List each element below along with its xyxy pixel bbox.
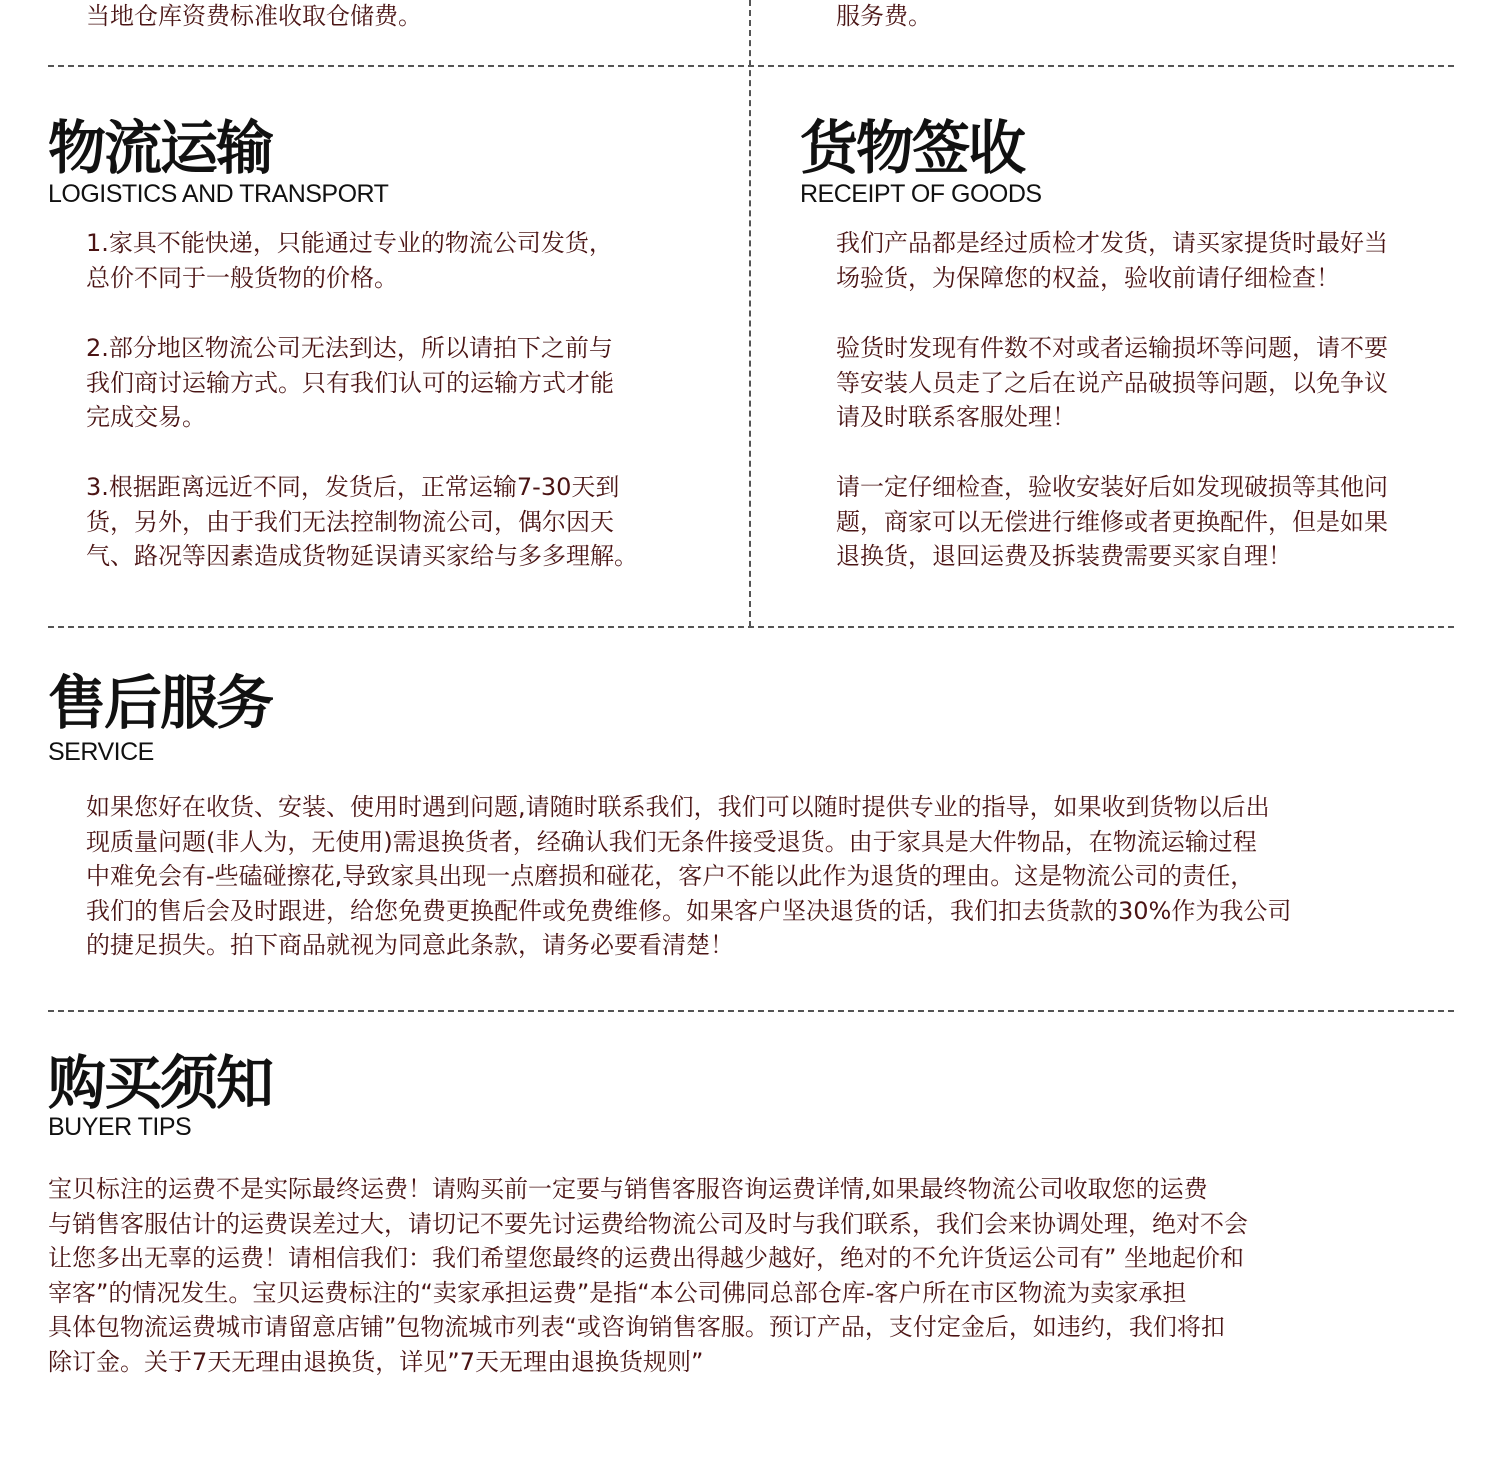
receipt-subtitle: RECEIPT OF GOODS: [800, 180, 1042, 208]
divider-2: [48, 626, 1454, 628]
logistics-subtitle: LOGISTICS AND TRANSPORT: [48, 180, 389, 208]
buyer-paragraph: 宝贝标注的运费不是实际最终运费！请购买前一定要与销售客服咨询运费详情,如果最终物流公司收取您的运费 与销售客服估计的运费误差过大，请切记不要先讨运费给物流公司及时与我们联系，我们会来协调处理，绝对不会 让您多出无辜的运费！请相信我们：我们希望您最终的运费出得越少越好，绝对的不允许货运公司有” 坐地起价和 宰客”的情况发生。宝贝运费标注的“卖家承担运费”是指“本公司佛同总部仓库-客户所在市区物流为卖家承担 具体包物流运费城市请留意店铺”包物流城市列表“或咨询销售客服。预订产品，支付定金后，如违约，我们将扣 除订金。关于7天无理由退换货，详见”7天无理由退换货规则”: [48, 1175, 1248, 1376]
logistics-paragraph-3: 3.根据距离远近不同，发货后，正常运输7-30天到 货，另外，由于我们无法控制物流公司，偶尔因天 气、路况等因素造成货物延误请买家给与多多理解。: [86, 473, 638, 570]
top-left-line: 当地仓库资费标准收取仓储费。: [86, 2, 422, 30]
service-paragraph: 如果您好在收货、安装、使用时遇到问题,请随时联系我们，我们可以随时提供专业的指导，如果收到货物以后出 现质量问题(非人为，无使用)需退换货者，经确认我们无条件接受退货。由于家具是大件物品，在物流运输过程 中难免会有-些磕碰擦花,导致家具出现一点磨损和碰花，客户不能以此作为退货的理由。这是物流公司的责任， 我们的售后会及时跟进，给您免费更换配件或免费维修。如果客户坚决退货的话，我们扣去货款的30%作为我公司 的捷足损失。拍下商品就视为同意此条款，请务必要看清楚！: [86, 793, 1292, 959]
buyer-title: 购买须知: [48, 1049, 273, 1117]
receipt-paragraph-1: 我们产品都是经过质检才发货，请买家提货时最好当 场验货，为保障您的权益，验收前请仔细检查！: [836, 229, 1388, 292]
logistics-title: 物流运输: [48, 114, 273, 182]
receipt-title: 货物签收: [800, 114, 1025, 182]
receipt-paragraph-3: 请一定仔细检查，验收安装好后如发现破损等其他问 题，商家可以无偿进行维修或者更换配件，但是如果 退换货，退回运费及拆装费需要买家自理！: [836, 473, 1388, 570]
service-title: 售后服务: [48, 669, 273, 737]
receipt-paragraph-2: 验货时发现有件数不对或者运输损坏等问题，请不要 等安装人员走了之后在说产品破损等问题，以免争议 请及时联系客服处理！: [836, 334, 1388, 431]
logistics-paragraph-1: 1.家具不能快递，只能通过专业的物流公司发货， 总价不同于一般货物的价格。: [86, 229, 613, 292]
buyer-subtitle: BUYER TIPS: [48, 1113, 192, 1141]
top-right-line: 服务费。: [836, 2, 932, 30]
divider-1: [48, 65, 1454, 67]
logistics-paragraph-2: 2.部分地区物流公司无法到达，所以请拍下之前与 我们商讨运输方式。只有我们认可的运输方式才能 完成交易。: [86, 334, 614, 431]
column-divider: [749, 0, 751, 627]
divider-3: [48, 1010, 1454, 1012]
service-subtitle: SERVICE: [48, 738, 154, 766]
